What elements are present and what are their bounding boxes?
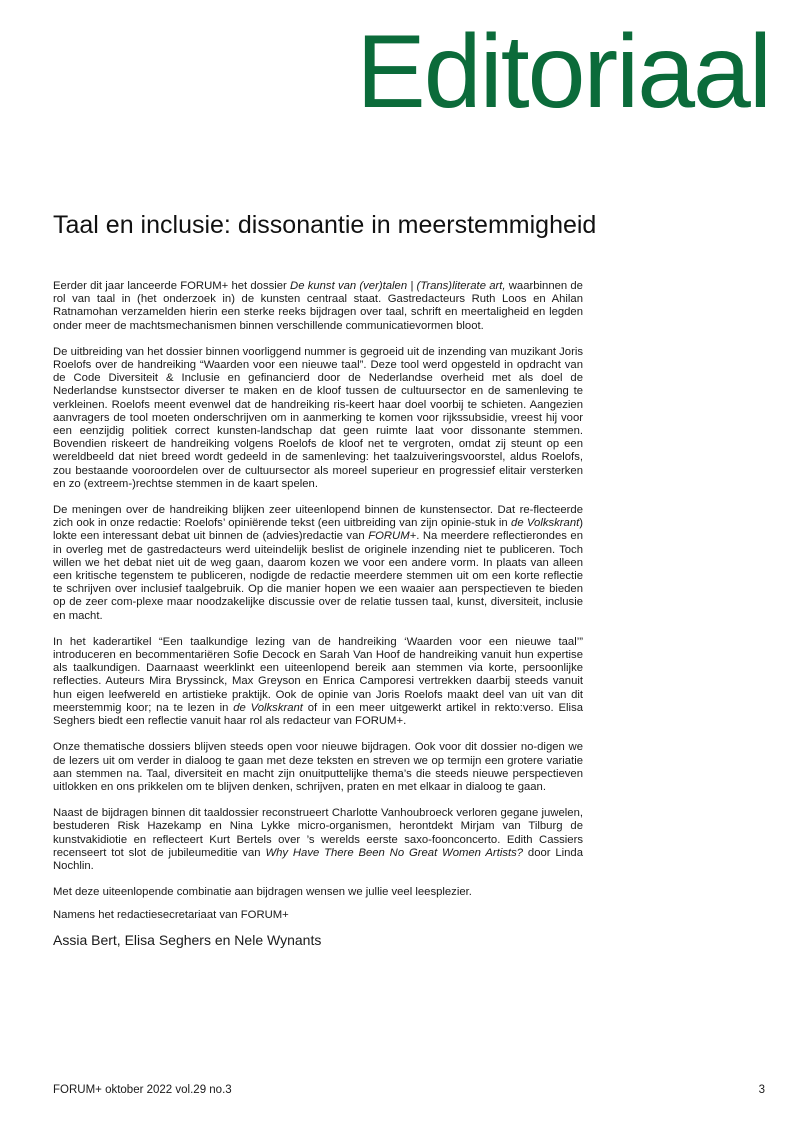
text-run: of in een meer uitgewerkt artikel in rekto:verso. Elisa Seghers biedt een reflectie vanuit haar rol als redacteur van FORUM+. (53, 701, 584, 728)
paragraph-intro (53, 280, 583, 333)
signoff-line: Namens het redactiesecretariaat van FORUM+ (53, 909, 289, 922)
italic-run: De kunst van (ver)talen | (Trans)literate art, (290, 280, 506, 292)
paragraph-dossiers: Onze thematische dossiers blijven steeds open voor nieuwe bijdragen. Ook voor dit dossier no-digen we de lezers uit om verder in dialoog te gaan met deze teksten en streven we op termijn een grotere variatie aan stemmen na. Taal, diversiteit en macht zijn onuitputtelijke thema’s die steeds nieuwe perspectieven uitlokken en ons prikkelen om te blijven denken, schrijven, praten en met elkaar in dialoog te gaan. (53, 741, 583, 793)
italic-run: de Volkskrant (511, 517, 580, 530)
section-title: Editoriaal (356, 14, 770, 130)
text-run: door Linda Nochlin. (53, 846, 583, 872)
article-body (53, 280, 583, 962)
article-title: Taal en inclusie: dissonantie in meerstemmigheid (53, 211, 597, 239)
paragraph-redactie (53, 504, 583, 623)
text-run: Eerder dit jaar lanceerde FORUM+ het dossier (53, 280, 291, 292)
italic-run: Why Have There Been No Great Women Artists? (265, 846, 524, 859)
text-run: In het kaderartikel “Een taalkundige lezing van de handreiking ‘Waarden voor een nieuwe taal’” introduceren en becommentariëren Sofie Decock en Sarah Van Hoof de handreiking vanuit hun expertise als taalkundigen. Daarnaast weerklinkt een uiteenlopend bereik aan stemmen via korte, persoonlijke reflecties. Auteurs Mira Bryssinck, Max Greyson en Enrica Camporesi vertrekken daarbij steeds vanuit hun eigen leefwereld en artistieke praktijk. Ook de opinie van Joris Roelofs maakt deel van uit van dit meerstemmig koor; na te lezen in (53, 635, 583, 714)
paragraph-kaderartikel (53, 636, 583, 728)
text-run: ) lokte een interessant debat uit binnen de (advies)redactie van (53, 517, 584, 543)
text-run: . Na meerdere reflectierondes en in overleg met de gastredacteurs werd uiteindelijk beslist de originele inzending niet te publiceren. Toch willen we het debat niet uit de weg gaan, daarom kozen we voor een andere vorm. In plaats van alleen een kritische tegenstem te publiceren, nodigde de redactie meerdere stemmen uit om een korte reflectie te schrijven over inclusief taalgebruik. Op die manier hopen we een waaier aan perspectieven te bieden op de zeer com-plexe maar noodzakelijke discussie over de relatie tussen taal, kunst, diversiteit, inclusie en macht. (53, 530, 583, 622)
paragraph-closing: Met deze uiteenlopende combinatie aan bijdragen wensen we jullie veel leesplezier. (53, 886, 472, 899)
text-run: waarbinnen de rol van taal in (het onderzoek in) de kunsten centraal staat. Gastredacteurs Ruth Loos en Ahilan Ratnamohan verzamelden hierin een sterke reeks bijdragen over taal, schrift en meertaligheid en legden onder meer de machtsmechanismen binnen verschillende communicatievormen bloot. (53, 280, 583, 332)
text-run: De meningen over de handreiking blijken zeer uiteenlopend binnen de kunstensector. Dat re-flecteerde zich ook in onze redactie: Roelofs’ opiniërende tekst (een uitbreiding van zijn opinie-stuk in (53, 504, 583, 530)
text-run: Naast de bijdragen binnen dit taaldossier reconstrueert Charlotte Vanhoubroeck verloren gegane juwelen, bestuderen Risk Hazekamp en Nina Lykke micro-organismen, herontdekt Mirjam van Tilburg de kunstvakidiotie en reflecteert Kurt Bertels over ’s werelds eerste saxo-foonconcerto. Edith Cassiers recenseert tot slot de jubileumeditie van (53, 807, 583, 859)
footer-issue: FORUM+ oktober 2022 vol.29 no.3 (53, 1084, 232, 1096)
italic-run: FORUM+ (368, 530, 417, 543)
paragraph-handreiking: De uitbreiding van het dossier binnen voorliggend nummer is gegroeid uit de inzending van muzikant Joris Roelofs over de handreiking “Waarden voor een nieuwe taal”. Deze tool werd opgesteld in opdracht van de Code Diversiteit & Inclusie en gefinancierd door de Nederlandse overheid met als doel de Nederlandse kunstsector diverser te maken en de kloof tussen de cultuursector en de samenleving te verkleinen. Roelofs meent evenwel dat de handreiking ris-keert haar doel voorbij te schieten. Aangezien aanvragers de tool moeten onderschrijven om in aanmerking te komen voor rijkssubsidie, vreest hij voor een eenzijdig politiek correct kunsten-landschap dat geen ruimte laat voor dissonante stemmen. Bovendien riskeert de handreiking volgens Roelofs de kloof net te vergroten, omdat zij steunt op een wereldbeeld dat niet breed wordt gedeeld in de samenleving: het taalzuiveringsvoorstel, aldus Roelofs, zou bestaande vooroordelen over de cultuursector als moreel superieur en progressief elitair versterken en zo (extreem-)rechtse stemmen in de kaart spelen. (53, 345, 584, 490)
paragraph-bijdragen (53, 807, 583, 873)
italic-run: de Volkskrant (233, 701, 303, 714)
page-number: 3 (758, 1084, 765, 1096)
author-names: Assia Bert, Elisa Seghers en Nele Wynants (53, 931, 322, 948)
